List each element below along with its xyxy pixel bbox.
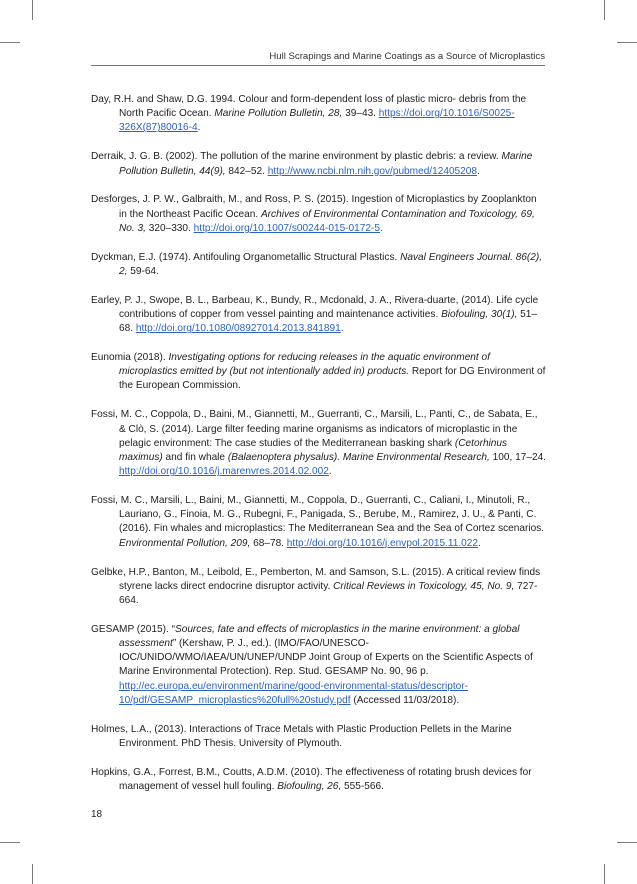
crop-mark bbox=[604, 864, 605, 884]
reference-entry: Hopkins, G.A., Forrest, B.M., Coutts, A.D.M. (2010). The effectiveness of rotating brush devices for management of vessel hull fouling. Biofouling, 26, 555-566. bbox=[91, 766, 532, 793]
crop-mark bbox=[0, 842, 20, 843]
reference-entry: Fossi, M. C., Coppola, D., Baini, M., Giannetti, M., Guerranti, C., Marsili, L., Panti, C., de Sabata, E., & Clò, S. (2014). Large filter feeding marine organisms as indicators of microplastic in the pelagic environment: The case studies of the Mediterranean basking shark (Cetorhinus maximus) and fin whale (Balaenoptera physalus). Marine Environmental Research, 100, 17–24. http://doi.org/10.1016/j.marenvres.2014.02.002. bbox=[91, 409, 546, 478]
reference-entry: Desforges, J. P. W., Galbraith, M., and Ross, P. S. (2015). Ingestion of Microplastics by Zooplankton in the Northeast Pacific Ocean. Archives of Environmental Contamination and Toxicology, 69, No. 3, 320–330. http://doi.org/10.1007/s00244-015-0172-5. bbox=[91, 194, 537, 234]
crop-mark bbox=[617, 42, 637, 43]
doi-link[interactable]: http://doi.org/10.1007/s00244-015-0172-5 bbox=[193, 222, 380, 234]
page-number: 18 bbox=[91, 809, 103, 820]
report-link[interactable]: http://ec.europa.eu/environment/marine/good-environmental-status/descriptor-10/pdf/GESAMP_microplastics%20full%20study.pdf bbox=[119, 680, 468, 706]
doi-link[interactable]: https://doi.org/10.1016/S0025-326X(87)80016-4 bbox=[119, 108, 515, 134]
pubmed-link[interactable]: http://www.ncbi.nlm.nih.gov/pubmed/12405208 bbox=[267, 165, 478, 177]
reference-entry: Earley, P. J., Swope, B. L., Barbeau, K., Bundy, R., Mcdonald, J. A., Rivera-duarte, (2014). Life cycle contributions of copper from vessel painting and maintenance activities. Biofouling, 30(1), 51–68. http://doi.org/10.1080/08927014.2013.841891. bbox=[91, 294, 539, 335]
reference-entry: GESAMP (2015). “Sources, fate and effects of microplastics in the marine environment: a global assessment” (Kershaw, P. J., ed.). (IMO/FAO/UNESCO-IOC/UNIDO/WMO/IAEA/UN/UNEP/UNDP Joint Group of Experts on the Scientific Aspects of Marine Environmental Protection). Rep. Stud. GESAMP No. 90, 96 p. http://ec.europa.eu/environment/marine/good-environmental-status/descriptor-10/pdf/GESAMP_microplastics%20full%20study.pdf (Accessed 11/03/2018). bbox=[91, 623, 533, 706]
reference-entry: Day, R.H. and Shaw, D.G. 1994. Colour and form-dependent loss of plastic micro- debris from the North Pacific Ocean. Marine Pollution Bulletin, 28, 39–43. https://doi.org/10.1016/S0025-326X(87)80016-4. bbox=[91, 94, 527, 134]
reference-entry: Eunomia (2018). Investigating options for reducing releases in the aquatic environment of microplastics emitted by (but not intentionally added in) products. Report for DG Environment of the European Commission. bbox=[91, 352, 546, 392]
crop-mark bbox=[604, 0, 605, 20]
crop-mark bbox=[32, 0, 33, 20]
reference-list bbox=[91, 93, 546, 794]
header-rule bbox=[91, 65, 545, 66]
doi-link[interactable]: http://doi.org/10.1016/j.envpol.2015.11.022 bbox=[286, 537, 478, 549]
reference-entry: Gelbke, H.P., Banton, M., Leibold, E., Pemberton, M. and Samson, S.L. (2015). A critical review finds styrene lacks direct endocrine disruptor activity. Critical Reviews in Toxicology, 45, No. 9, 727-664. bbox=[91, 566, 541, 606]
running-header: Hull Scrapings and Marine Coatings as a Source of Microplastics bbox=[269, 51, 545, 62]
doi-link[interactable]: http://doi.org/10.1016/j.marenvres.2014.02.002 bbox=[119, 466, 329, 478]
crop-mark bbox=[32, 864, 33, 884]
reference-entry: Fossi, M. C., Marsili, L., Baini, M., Giannetti, M., Coppola, D., Guerranti, C., Caliani, I., Minutoli, R., Lauriano, G., Finoia, M. G., Rubegni, F., Panigada, S., Berube, M., Ramirez, J. U., & Panti, C. (2016). Fin whales and microplastics: The Mediterranean Sea and the Sea of Cortez scenarios. Environmental Pollution, 209, 68–78. http://doi.org/10.1016/j.envpol.2015.11.022. bbox=[91, 495, 545, 549]
crop-mark bbox=[0, 42, 20, 43]
reference-entry: Holmes, L.A., (2013). Interactions of Trace Metals with Plastic Production Pellets in the Marine Environment. PhD Thesis. University of Plymouth. bbox=[91, 723, 512, 749]
crop-mark bbox=[617, 842, 637, 843]
doi-link[interactable]: http://doi.org/10.1080/08927014.2013.841891 bbox=[135, 323, 341, 335]
reference-entry: Derraik, J. G. B. (2002). The pollution of the marine environment by plastic debris: a review. Marine Pollution Bulletin, 44(9), 842–52. http://www.ncbi.nlm.nih.gov/pubmed/12405208. bbox=[91, 151, 533, 177]
reference-entry: Dyckman, E.J. (1974). Antifouling Organometallic Structural Plastics. Naval Engineers Journal. 86(2), 2, 59-64. bbox=[91, 251, 543, 277]
